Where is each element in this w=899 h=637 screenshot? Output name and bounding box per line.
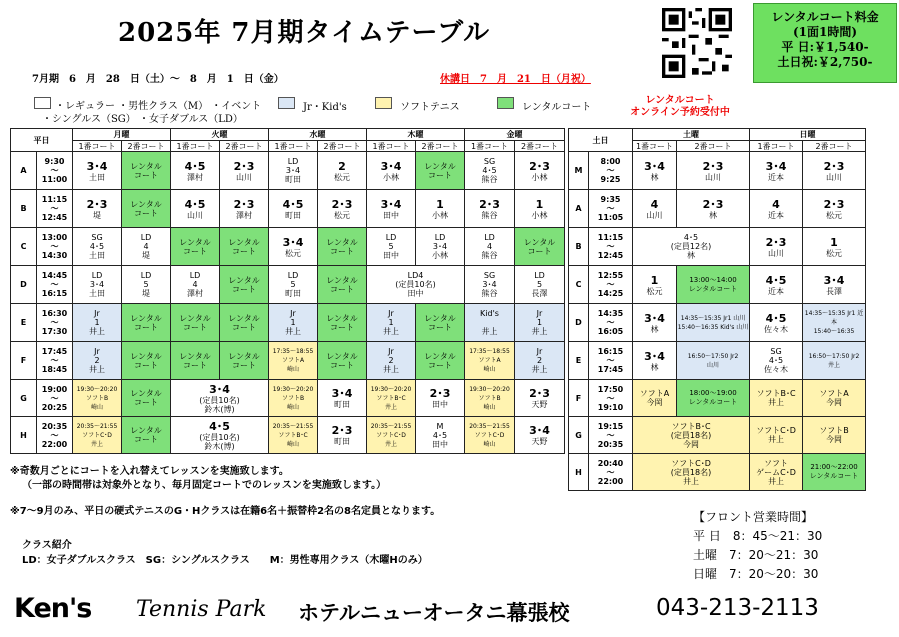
rental-cell[interactable]: レンタル コート xyxy=(515,228,565,266)
day-thu: 木曜 xyxy=(367,129,465,141)
time-slot: 14:45 ～ 16:15 xyxy=(37,266,73,304)
court2-header: 2番コート xyxy=(122,141,171,152)
jr-cell: Jr 1 井上 xyxy=(269,304,318,342)
kens-logo: Ken's xyxy=(14,593,92,624)
lesson-cell: 2･3 山川 xyxy=(803,152,866,190)
jr-cell: Jr 1 井上 xyxy=(367,304,416,342)
lesson-cell: 2･3 松元 xyxy=(318,190,367,228)
lesson-cell: 2･3 田中 xyxy=(416,380,465,417)
rental-cell[interactable]: レンタル コート xyxy=(122,380,171,417)
note-3: ※7～9月のみ、平日の硬式テニスのG・Hクラスは在籍6名＋振替枠2名の8名定員となります。 xyxy=(10,506,441,517)
row-label: H xyxy=(11,417,37,454)
rental-cell[interactable]: レンタル コート xyxy=(220,228,269,266)
time-slot: 20:40 ～ 22:00 xyxy=(589,454,633,491)
note-2: （一部の時間帯は対象外となり、毎月固定コートでのレッスンを実施致します。） xyxy=(22,480,387,491)
row-label: C xyxy=(11,228,37,266)
row-label: F xyxy=(11,342,37,380)
lesson-cell: 3･4 長澤 xyxy=(803,266,866,304)
soft-cell: 19:30～20:20 ソフトB 崎山 xyxy=(269,380,318,417)
time-slot: 9:30 ～ 11:00 xyxy=(37,152,73,190)
court2-header: 2番コート xyxy=(515,141,565,152)
price-title: レンタルコート料金 xyxy=(771,10,879,24)
lesson-cell: 3･4 田中 xyxy=(367,190,416,228)
price-weekend: 土日祝:￥2,750- xyxy=(777,55,873,69)
row-label: E xyxy=(11,304,37,342)
day-mon: 月曜 xyxy=(73,129,171,141)
soft-cell: ソフトA 今岡 xyxy=(803,380,866,417)
rental-cell[interactable]: レンタル コート xyxy=(122,190,171,228)
class-intro-text: LD：女子ダブルスクラス SG：シングルスクラス M：男性専用クラス（木曜Hのみ） xyxy=(22,555,428,566)
lesson-cell: LD 5 田中 xyxy=(367,228,416,266)
court1-header: 1番コート xyxy=(171,141,220,152)
lesson-cell: 3･4 町田 xyxy=(318,380,367,417)
row-label: G xyxy=(11,380,37,417)
row-label: M xyxy=(569,152,589,190)
lesson-cell: LD 5 町田 xyxy=(269,266,318,304)
note-1: ※奇数月ごとにコートを入れ替えてレッスンを実施致します。 xyxy=(10,466,289,477)
rental-price-box xyxy=(753,3,897,83)
day-fri: 金曜 xyxy=(465,129,565,141)
lesson-cell: 1 小林 xyxy=(416,190,465,228)
row-label: G xyxy=(569,417,589,454)
legend-regular-label2: ・シングルス（SG） ・女子ダブルス（LD） xyxy=(42,114,243,125)
lesson-cell: 2･3 堤 xyxy=(73,190,122,228)
soft-cell: 20:35～21:55 ソフトC･D 井上 xyxy=(73,417,122,454)
lesson-cell: M 4･5 田中 xyxy=(416,417,465,454)
lesson-cell: 2･3 熊谷 xyxy=(465,190,515,228)
lesson-cell: 2･3 松元 xyxy=(803,190,866,228)
row-label: B xyxy=(11,190,37,228)
front-hours xyxy=(693,508,822,584)
court1-header: 1番コート xyxy=(73,141,122,152)
rental-cell[interactable]: レンタル コート xyxy=(416,342,465,380)
lesson-cell: 2･3 山川 xyxy=(220,152,269,190)
time-slot: 12:55 ～ 14:25 xyxy=(589,266,633,304)
soft-cell: 19:30～20:20 ソフトB 崎山 xyxy=(73,380,122,417)
row-label: D xyxy=(11,266,37,304)
court1-header: 1番コート xyxy=(465,141,515,152)
lesson-cell: 4 近本 xyxy=(750,190,803,228)
legend-soft-swatch xyxy=(375,97,392,109)
court2-header: 2番コート xyxy=(220,141,269,152)
rental-cell[interactable]: レンタル コート xyxy=(122,152,171,190)
time-slot: 19:00 ～ 20:25 xyxy=(37,380,73,417)
lesson-cell: 4･5 近本 xyxy=(750,266,803,304)
rental-cell[interactable]: レンタル コート xyxy=(171,228,220,266)
rental-cell[interactable]: レンタル コート xyxy=(171,342,220,380)
phone-number[interactable]: 043-213-2113 xyxy=(656,595,819,621)
lesson-cell: 2･3 澤村 xyxy=(220,190,269,228)
rental-cell[interactable]: レンタル コート xyxy=(122,417,171,454)
lesson-cell: 3･4 小林 xyxy=(367,152,416,190)
soft-cell: 20:35～21:55 ソフトB･C 崎山 xyxy=(269,417,318,454)
time-slot: 17:50 ～ 19:10 xyxy=(589,380,633,417)
soft-cell: 19:30～20:20 ソフトB･C 井上 xyxy=(367,380,416,417)
rental-cell[interactable]: レンタル コート xyxy=(220,342,269,380)
court2-header: 2番コート xyxy=(416,141,465,152)
lesson-cell: 2･3 林 xyxy=(677,190,750,228)
weekday-timetable xyxy=(10,128,565,454)
court2-header: 2番コート xyxy=(803,141,866,152)
time-slot: 8:00 ～ 9:25 xyxy=(589,152,633,190)
rental-cell[interactable]: レンタル コート xyxy=(318,266,367,304)
legend-regular-label: ・レギュラー ・男性クラス（M） ・イベント xyxy=(55,101,262,112)
soft-cell: ソフトB 今岡 xyxy=(803,417,866,454)
soft-cell: ソフトB･C (定員18名) 今岡 xyxy=(633,417,750,454)
day-wed: 水曜 xyxy=(269,129,367,141)
lesson-cell: LD 4 堤 xyxy=(122,228,171,266)
row-label: C xyxy=(569,266,589,304)
lesson-cell: 3･4 (定員10名) 鈴木(博) xyxy=(171,380,269,417)
lesson-cell: LD 3･4 町田 xyxy=(269,152,318,190)
soft-cell: 20:35～21:55 ソフトC･D 井上 xyxy=(367,417,416,454)
soft-cell: 20:35～21:55 ソフトC･D 崎山 xyxy=(465,417,515,454)
lesson-cell: LD 4 澤村 xyxy=(171,266,220,304)
time-slot: 16:30 ～ 17:30 xyxy=(37,304,73,342)
jr-cell: Jr 2 井上 xyxy=(73,342,122,380)
rental-cell[interactable]: レンタル コート xyxy=(416,304,465,342)
lesson-cell: 4･5 町田 xyxy=(269,190,318,228)
lesson-cell: 3･4 近本 xyxy=(750,152,803,190)
front-hours-saturday: 土曜 7：20～21：30 xyxy=(693,548,819,562)
rental-cell[interactable]: 18:00～19:00 レンタルコート xyxy=(677,380,750,417)
online-reservation-notice[interactable] xyxy=(600,95,760,119)
time-slot: 11:15 ～ 12:45 xyxy=(589,228,633,266)
lesson-cell: 3･4 林 xyxy=(633,152,677,190)
soft-cell: 19:30～20:20 ソフトB 崎山 xyxy=(465,380,515,417)
front-hours-sunday: 日曜 7：20～20：30 xyxy=(693,567,819,581)
court1-header: 1番コート xyxy=(750,141,803,152)
rental-cell[interactable]: 13:00～14:00 レンタルコート xyxy=(677,266,750,304)
lesson-cell: 3･4 天野 xyxy=(515,417,565,454)
lesson-cell: 2･3 天野 xyxy=(515,380,565,417)
lesson-cell: 2 松元 xyxy=(318,152,367,190)
tennis-park-logo: Tennis Park xyxy=(136,597,267,622)
court1-header: 1番コート xyxy=(633,141,677,152)
soft-cell: 17:35～18:55 ソフトA 崎山 xyxy=(465,342,515,380)
rental-cell[interactable]: レンタル コート xyxy=(122,342,171,380)
lesson-cell: 1 松元 xyxy=(633,266,677,304)
legend-soft-label: ソフトテニス xyxy=(400,102,460,113)
time-slot: 20:35 ～ 22:00 xyxy=(37,417,73,454)
jr-cell: Jr 2 井上 xyxy=(367,342,416,380)
lesson-cell: LD 3･4 小林 xyxy=(416,228,465,266)
lesson-cell: 4･5 澤村 xyxy=(171,152,220,190)
jr-cell: Jr 1 井上 xyxy=(515,304,565,342)
court2-header: 2番コート xyxy=(318,141,367,152)
weekend-timetable xyxy=(568,128,866,491)
day-sat: 土曜 xyxy=(633,129,750,141)
rental-cell[interactable]: レンタル コート xyxy=(220,304,269,342)
jr-cell: 14:35～15:35 Jr1 近本 15:40～16:35 xyxy=(803,304,866,342)
class-intro-title: クラス紹介 xyxy=(22,540,72,551)
rental-cell[interactable]: レンタル コート xyxy=(318,342,367,380)
row-label: H xyxy=(569,454,589,491)
holiday-text: 休講日 7 月 21 日（月祝） xyxy=(440,74,591,85)
jr-cell: Kid's 井上 xyxy=(465,304,515,342)
lesson-cell: 3･4 松元 xyxy=(269,228,318,266)
legend-rental-swatch xyxy=(497,97,514,109)
soft-cell: ソフトA 今岡 xyxy=(633,380,677,417)
weekend-header: 土日 xyxy=(569,129,633,152)
lesson-cell: 2･3 小林 xyxy=(515,152,565,190)
lesson-cell: SG 4･5 熊谷 xyxy=(465,152,515,190)
jr-cell: Jr 1 井上 xyxy=(73,304,122,342)
qr-code-icon[interactable] xyxy=(662,8,732,78)
court1-header: 1番コート xyxy=(269,141,318,152)
price-unit: (1面1時間) xyxy=(792,25,858,39)
lesson-cell: 4･5 山川 xyxy=(171,190,220,228)
day-sun: 日曜 xyxy=(750,129,866,141)
lesson-cell: 3･4 林 xyxy=(633,304,677,342)
lesson-cell: 3･4 土田 xyxy=(73,152,122,190)
rental-cell[interactable]: レンタル コート xyxy=(318,228,367,266)
row-label: E xyxy=(569,342,589,380)
legend-jr-swatch xyxy=(278,97,295,109)
row-label: A xyxy=(11,152,37,190)
row-label: A xyxy=(569,190,589,228)
lesson-cell: LD 5 堤 xyxy=(122,266,171,304)
time-slot: 17:45 ～ 18:45 xyxy=(37,342,73,380)
lesson-cell: LD 4 熊谷 xyxy=(465,228,515,266)
row-label: B xyxy=(569,228,589,266)
rental-cell[interactable]: 21:00～22:00 レンタルコート xyxy=(803,454,866,491)
rental-cell[interactable]: レンタル コート xyxy=(122,304,171,342)
legend-jr-label: Jr・Kid's xyxy=(303,102,347,113)
soft-cell: 17:35～18:55 ソフトA 崎山 xyxy=(269,342,318,380)
lesson-cell: SG 3･4 熊谷 xyxy=(465,266,515,304)
lesson-cell: 4･5 (定員10名) 鈴木(博) xyxy=(171,417,269,454)
time-slot: 16:15 ～ 17:45 xyxy=(589,342,633,380)
court2-header: 2番コート xyxy=(677,141,750,152)
period-text: 7月期 6 月 28 日（土）～ 8 月 1 日（金） xyxy=(32,74,284,85)
soft-cell: ソフトC･D (定員18名) 井上 xyxy=(633,454,750,491)
time-slot: 9:35 ～ 11:05 xyxy=(589,190,633,228)
lesson-cell: 4･5 佐々木 xyxy=(750,304,803,342)
time-slot: 13:00 ～ 14:30 xyxy=(37,228,73,266)
jr-cell: 16:50～17:50 Jr2 井上 xyxy=(803,342,866,380)
jr-cell: 14:35～15:35 Jr1 山川 15:40～16:35 Kid's 山川 xyxy=(677,304,750,342)
time-slot: 19:15 ～ 20:35 xyxy=(589,417,633,454)
front-hours-weekday: 平 日 8：45～21：30 xyxy=(693,529,823,543)
legend-regular-swatch xyxy=(34,97,51,109)
price-weekday: 平 日:￥1,540- xyxy=(781,40,869,54)
rental-cell[interactable]: レンタル コート xyxy=(318,304,367,342)
time-slot: 11:15 ～ 12:45 xyxy=(37,190,73,228)
time-slot: 14:35 ～ 16:05 xyxy=(589,304,633,342)
school-name: ホテルニューオータニ幕張校 xyxy=(298,601,570,625)
row-label: D xyxy=(569,304,589,342)
legend-rental-label: レンタルコート xyxy=(522,102,592,113)
rental-cell[interactable]: レンタル コート xyxy=(220,266,269,304)
lesson-cell: 1 小林 xyxy=(515,190,565,228)
rental-cell[interactable]: レンタル コート xyxy=(416,152,465,190)
soft-cell: ソフトB･C 井上 xyxy=(750,380,803,417)
reserve-line1: レンタルコート xyxy=(645,95,715,106)
day-tue: 火曜 xyxy=(171,129,269,141)
lesson-cell: 4 山川 xyxy=(633,190,677,228)
lesson-cell: 3･4 林 xyxy=(633,342,677,380)
lesson-cell: LD4 (定員10名) 田中 xyxy=(367,266,465,304)
reserve-line2: オンライン予約受付中 xyxy=(630,107,730,118)
lesson-cell: SG 4･5 土田 xyxy=(73,228,122,266)
front-hours-title: 【フロント営業時間】 xyxy=(693,510,814,524)
soft-cell: ソフト ゲームC･D 井上 xyxy=(750,454,803,491)
court1-header: 1番コート xyxy=(367,141,416,152)
soft-cell: ソフトC･D 井上 xyxy=(750,417,803,454)
row-label: F xyxy=(569,380,589,417)
lesson-cell: 2･3 山川 xyxy=(677,152,750,190)
page-title: 2025年 7月期タイムテーブル xyxy=(118,18,491,48)
lesson-cell: 2･3 町田 xyxy=(318,417,367,454)
lesson-cell: LD 3･4 土田 xyxy=(73,266,122,304)
lesson-cell: LD 5 長澤 xyxy=(515,266,565,304)
lesson-cell: SG 4･5 佐々木 xyxy=(750,342,803,380)
lesson-cell: 2･3 山川 xyxy=(750,228,803,266)
lesson-cell: 1 松元 xyxy=(803,228,866,266)
rental-cell[interactable]: レンタル コート xyxy=(171,304,220,342)
jr-cell: 16:50～17:50 Jr2 山川 xyxy=(677,342,750,380)
lesson-cell: 4･5 (定員12名) 林 xyxy=(633,228,750,266)
weekday-header: 平日 xyxy=(11,129,73,152)
jr-cell: Jr 2 井上 xyxy=(515,342,565,380)
